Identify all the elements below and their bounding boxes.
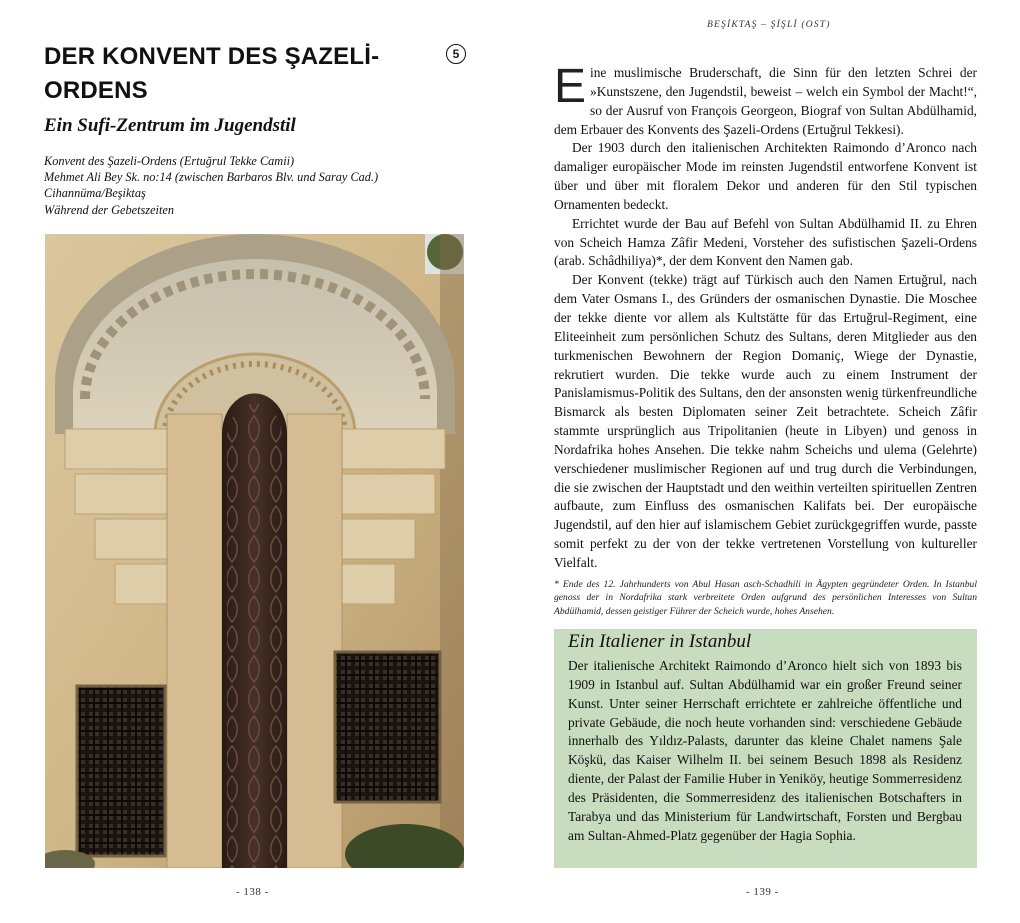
paragraph: Eine muslimische Bruderschaft, die Sinn für den letzten Schrei der »Kunstszene, den Jugendstil, beweist – welch ein Symbol der Macht!“, so der Ausruf von François Georgeon, Biograf von Sultan Abdülhamid, dem Erbauer des Konvents des Şazeli-Ordens (Ertuğrul Tekkesi). [554, 60, 977, 137]
building-photo [45, 234, 464, 868]
running-header: BEŞİKTAŞ – ŞİŞLİ (OST) [707, 20, 831, 30]
site-info-hours: Während der Gebetszeiten [44, 202, 174, 217]
site-info-district: Cihannüma/Beşiktaş [44, 186, 146, 201]
site-info-address: Mehmet Ali Bey Sk. no:14 (zwischen Barbaros Blv. und Saray Cad.) [44, 170, 379, 185]
site-number-badge: 5 [446, 44, 466, 64]
page-number-left: - 138 - [236, 886, 269, 898]
footnote: * Ende des 12. Jahrhunderts von Abul Hasan asch-Schadhili in Ägypten gegründeter Orden. In Istanbul genoss der in Nordafrika stark verbreitete Orden aufgrund des persönlichen Interesses von Sultan Abdülhamid, dessen geistiger Führer der Scheich wurde, hohes Ansehen. [554, 579, 977, 617]
main-text [554, 60, 977, 573]
box-text: Der italienische Architekt Raimondo d’Aronco hielt sich von 1893 bis 1909 in Istanbul auf. Sultan Abdülhamid war ein großer Freund seiner Kunst. Unter seiner Herrschaft errichtete er zahlreiche öffentliche und private Gebäude, die noch heute vorhanden sind: verschiedene Gebäude innerhalb des Yıldız-Palasts, darunter das kleine Chalet namens Şale Köşkü, das Kaiser Wilhelm II. bei seinem Besuch 1898 als Residenz diente, der Palast der Familie Huber in Yeniköy, heutige Sommerresidenz des Präsidenten, die Sommerresidenz des italienischen Botschafters in Tarabya und das Ministerium für Landwirtschaft, Forsten und Bergbau am Sultan-Ahmed-Platz gegenüber der Hagia Sophia. [568, 658, 962, 843]
paragraph: Errichtet wurde der Bau auf Befehl von Sultan Abdülhamid II. zu Ehren von Scheich Hamza Zâfir Medeni, Vorsteher des sufistischen Şazeli-Ordens (arab. Schâdhiliya)*, der dem Konvent den Namen gab. [554, 215, 977, 269]
box-title: Ein Italiener in Istanbul [568, 631, 752, 652]
site-info-name: Konvent des Şazeli-Ordens (Ertuğrul Tekke Camii) [44, 154, 295, 168]
site-info [44, 153, 378, 218]
paragraph: Der Konvent (tekke) trägt auf Türkisch auch den Namen Ertuğrul, nach dem Vater Osmans I., des Gründers der osmanischen Dynastie. Die Moschee der tekke diente vor allem als Kultstätte für das Ertuğrul-Regiment, eine Eliteeinheit zum persönlichen Schutz des Sultans, deren Mitglieder aus den turkmenischen Bewohnern der Region Domaniç, Wiege der Dynastie, rekrutiert wurden. Die tekke wurde auch zu einem Instrument der Panislamismus-Politik des Sultans, den der ansonsten wenig türkenfreundliche Bismarck als besten Diplomaten seiner Zeit betrachtete. Scheich Zâfir stammte ursprünglich aus Tripolitanien (heute in Libyen) und genoss in Nordafrika hohes Ansehen. Die tekke nahm Scheichs und ulema (Gelehrte) verschiedener muslimischer Regionen auf und trug durch die Verbindungen, die sie zwischen der Hauptstadt und den weithin verteilten spirituellen Zentren aufbaute, zum Einfluss des osmanischen Kalifats bei. Der europäische Jugendstil, auf den hier auf islamischem Gebiet zurückgegriffen wurde, passte somit perfekt zu der von der tekke vertretenen Vorstellung von kultureller Vielfalt. [554, 272, 977, 570]
page-title: DER KONVENT DES ŞAZELİ-ORDENS [44, 43, 380, 104]
drop-cap: E [554, 60, 587, 113]
sidebar-box [554, 629, 977, 868]
page-subtitle: Ein Sufi-Zentrum im Jugendstil [44, 115, 296, 136]
paragraph: Der 1903 durch den italienischen Architekten Raimondo d’Aronco nach damaliger europäischer Mode im reinsten Jugendstil entworfene Konvent ist über und über mit floralem Dekor und anderen für den Stil typischen Ornamenten bedeckt. [554, 140, 977, 212]
page-number-right: - 139 - [746, 886, 779, 898]
